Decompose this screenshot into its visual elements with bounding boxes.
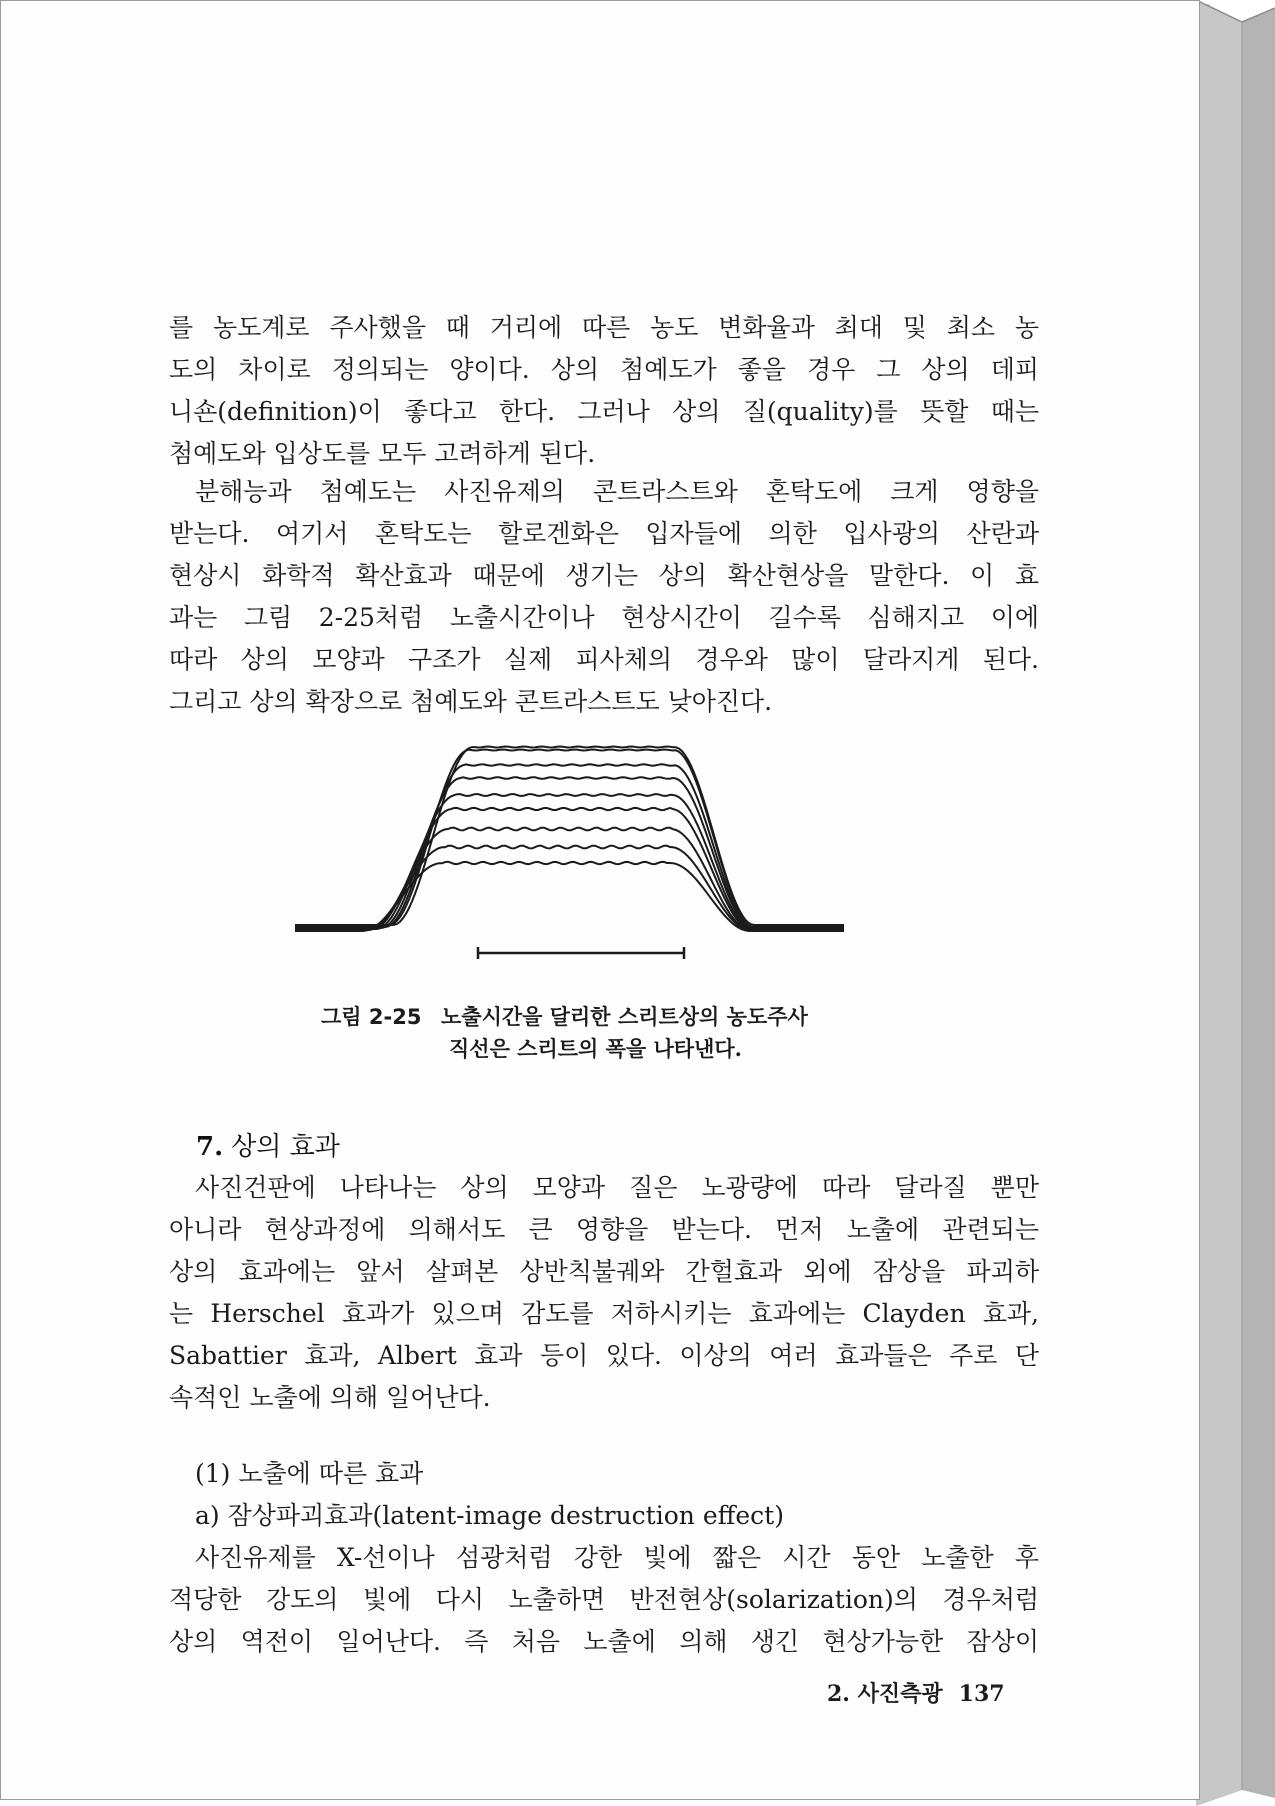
- text-line: 상의 효과에는 앞서 살펴본 상반칙불궤와 간헐효과 외에 잠상을 파괴하: [169, 1257, 1039, 1286]
- text-line: Sabattier 효과, Albert 효과 등이 있다. 이상의 여러 효과들은 주로 단: [169, 1341, 1039, 1370]
- text-line: 그리고 상의 확장으로 첨예도와 콘트라스트도 낮아진다.: [169, 687, 773, 716]
- text-line: 를 농도계로 주사했을 때 거리에 따른 농도 변화율과 최대 및 최소 농: [169, 313, 1039, 342]
- density-curve: [295, 747, 844, 926]
- density-curve: [295, 846, 844, 930]
- text-line: 분해능과 첨예도는 사진유제의 콘트라스트와 혼탁도에 크게 영향을: [195, 477, 1039, 506]
- text-line: 속적인 노출에 의해 일어난다.: [169, 1383, 491, 1412]
- paragraph-4: [169, 1537, 1039, 1663]
- text-line: 니숀(definition)이 좋다고 한다. 그러나 상의 질(quality)를 뜻할 때는: [169, 397, 1039, 426]
- text-line: 상의 역전이 일어난다. 즉 처음 노출에 의해 생긴 현상가능한 잠상이: [169, 1627, 1039, 1656]
- caption-text-1: 노출시간을 달리한 스리트상의 농도주사: [441, 1004, 808, 1029]
- density-curve: [295, 777, 844, 928]
- running-footer-chapter: 2. 사진측광: [827, 1681, 943, 1707]
- text-line: 첨예도와 입상도를 모두 고려하게 된다.: [169, 439, 596, 468]
- density-curve: [295, 750, 844, 926]
- text-line: 사진유제를 X-선이나 섬광처럼 강한 빛에 짧은 시간 동안 노출한 후: [195, 1543, 1039, 1572]
- caption-line-1: [321, 1001, 921, 1033]
- caption-number: 그림 2-25: [321, 1005, 422, 1029]
- section-number: 7.: [196, 1132, 224, 1162]
- text-line: 는 Herschel 효과가 있으며 감도를 저하시키는 효과에는 Clayden 효과,: [169, 1299, 1039, 1328]
- text-line: 도의 차이로 정의되는 양이다. 상의 첨예도가 좋을 경우 그 상의 데피: [169, 355, 1039, 384]
- density-curve: [295, 808, 844, 929]
- page-footer: [827, 1677, 1005, 1708]
- density-curves: [295, 747, 844, 932]
- subsection-title: (1) 노출에 따른 효과: [195, 1459, 424, 1488]
- text-line: 받는다. 여기서 혼탁도는 할로겐화은 입자들에 의한 입사광의 산란과: [169, 519, 1039, 548]
- text-line: 적당한 강도의 빛에 다시 노출하면 반전현상(solarization)의 경우처럼: [169, 1585, 1039, 1614]
- figure-caption: [321, 1001, 921, 1065]
- text-line: 사진건판에 나타나는 상의 모양과 질은 노광량에 따라 달라질 뿐만: [195, 1173, 1039, 1202]
- text-line: 따라 상의 모양과 구조가 실제 피사체의 경우와 많이 달라지게 된다.: [169, 645, 1039, 674]
- paragraph-3: [169, 1167, 1039, 1419]
- density-curve: [295, 828, 844, 930]
- text-line: 현상시 화학적 확산효과 때문에 생기는 상의 확산현상을 말한다. 이 효: [169, 561, 1039, 590]
- section-heading: [196, 1126, 340, 1163]
- page-number: 137: [958, 1681, 1005, 1707]
- subsubsection-title: a) 잠상파괴효과(latent-image destruction effect): [195, 1501, 784, 1530]
- subsubsection-heading: [195, 1495, 1065, 1537]
- text-line: 과는 그림 2-25처럼 노출시간이나 현상시간이 길수록 심해지고 이에: [169, 603, 1039, 632]
- caption-text-2: 직선은 스리트의 폭을 나타낸다.: [449, 1036, 742, 1061]
- text-line: 아니라 현상과정에 의해서도 큰 영향을 받는다. 먼저 노출에 관련되는: [169, 1215, 1039, 1244]
- slit-density-scan-figure: [281, 745, 921, 975]
- book-spine: [1196, 0, 1275, 1806]
- subsection-heading: [195, 1453, 1065, 1495]
- section-title: 상의 효과: [231, 1132, 340, 1162]
- density-curve: [295, 764, 844, 927]
- density-curve: [295, 862, 844, 931]
- paragraph-1: [169, 307, 1039, 475]
- paragraph-2: [169, 471, 1039, 723]
